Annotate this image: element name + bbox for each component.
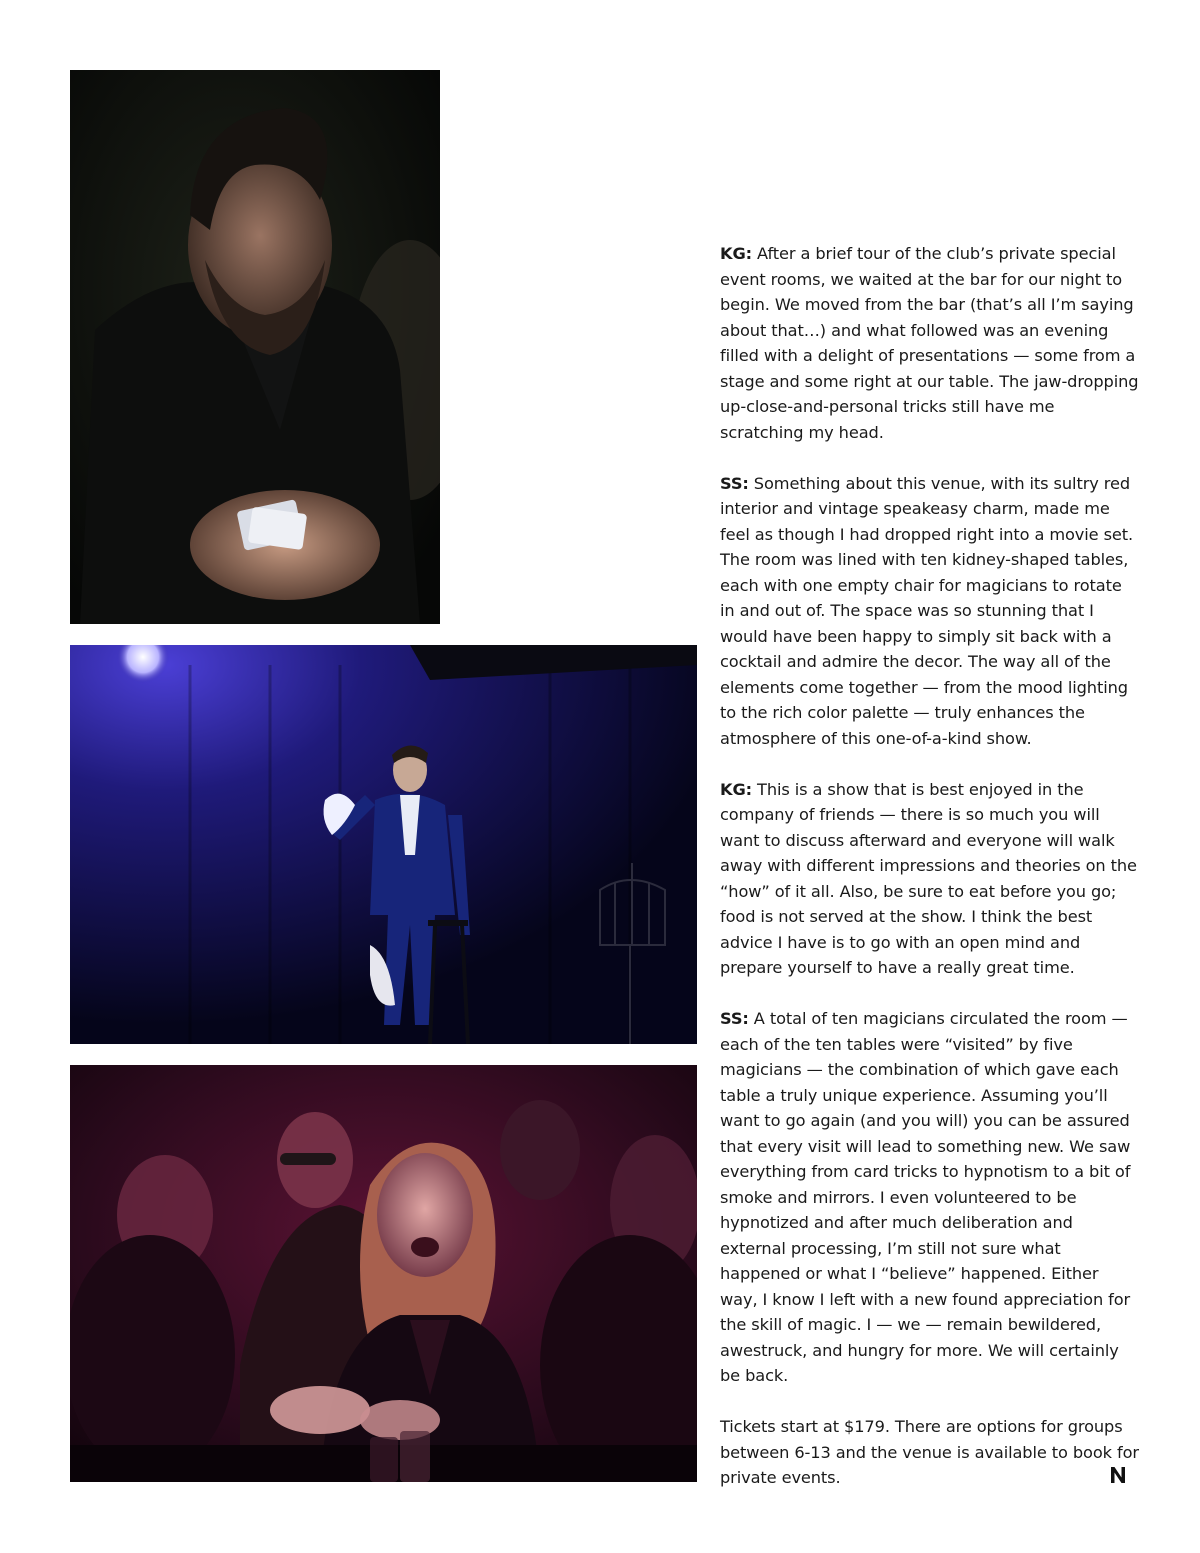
magician-card-trick-photo [70, 70, 440, 624]
laughing-audience-photo [70, 1065, 697, 1482]
paragraph-text: After a brief tour of the club’s private special event rooms, we waited at the bar for our night to begin. We moved from the bar (that’s all I’m saying about that…) and what followed was an evening filled with a delight of presentations — some from a stage and some right at our table. The jaw-dropping up-close-and-personal tricks still have me scratching my head. [720, 244, 1139, 442]
article-body [720, 241, 1140, 1491]
speaker-label: KG: [720, 244, 753, 263]
brand-n-logo-icon [1110, 1465, 1126, 1485]
article-paragraph [720, 471, 1140, 752]
paragraph-text: A total of ten magicians circulated the room — each of the ten tables were “visited” by five magicians — the combination of which gave each table a truly unique experience. Assuming you’ll want to go again (and you will) you can be assured that every visit will lead to something new. We saw everything from card tricks to hypnotism to a bit of smoke and mirrors. I even volunteered to be hypnotized and after much deliberation and external processing, I’m still not sure what happened or what I “believe” happened. Either way, I know I left with a new found appreciation for the skill of magic. I — we — remain bewildered, awestruck, and hungry for more. We will certainly be back. [720, 1009, 1131, 1385]
speaker-label: SS: [720, 473, 749, 493]
article-paragraph [720, 1414, 1140, 1491]
article-paragraph [720, 241, 1140, 445]
article-paragraph [720, 1006, 1140, 1389]
speaker-label: KG: [720, 779, 753, 799]
paragraph-text: Tickets start at $179. There are options for groups between 6-13 and the venue is available to book for private events. [720, 1417, 1139, 1487]
paragraph-text: Something about this venue, with its sultry red interior and vintage speakeasy charm, made me feel as though I had dropped right into a movie set. The room was lined with ten kidney-shaped tables, each with one empty chair for magicians to rotate in and out of. The space was so stunning that I would have been happy to simply sit back with a cocktail and admire the decor. The way all of the elements come together — from the mood lighting to the rich color palette — truly enhances the atmosphere of this one-of-a-kind show. [720, 473, 1134, 748]
speaker-label: SS: [720, 1009, 749, 1028]
paragraph-text: This is a show that is best enjoyed in the company of friends — there is so much you will want to discuss afterward and everyone will walk away with different impressions and theories on the “how” of it all. Also, be sure to eat before you go; food is not served at the show. I think the best advice I have is to go with an open mind and prepare yourself to have a really great time. [720, 779, 1137, 977]
article-paragraph [720, 777, 1140, 981]
stage-performer-photo [70, 645, 697, 1044]
